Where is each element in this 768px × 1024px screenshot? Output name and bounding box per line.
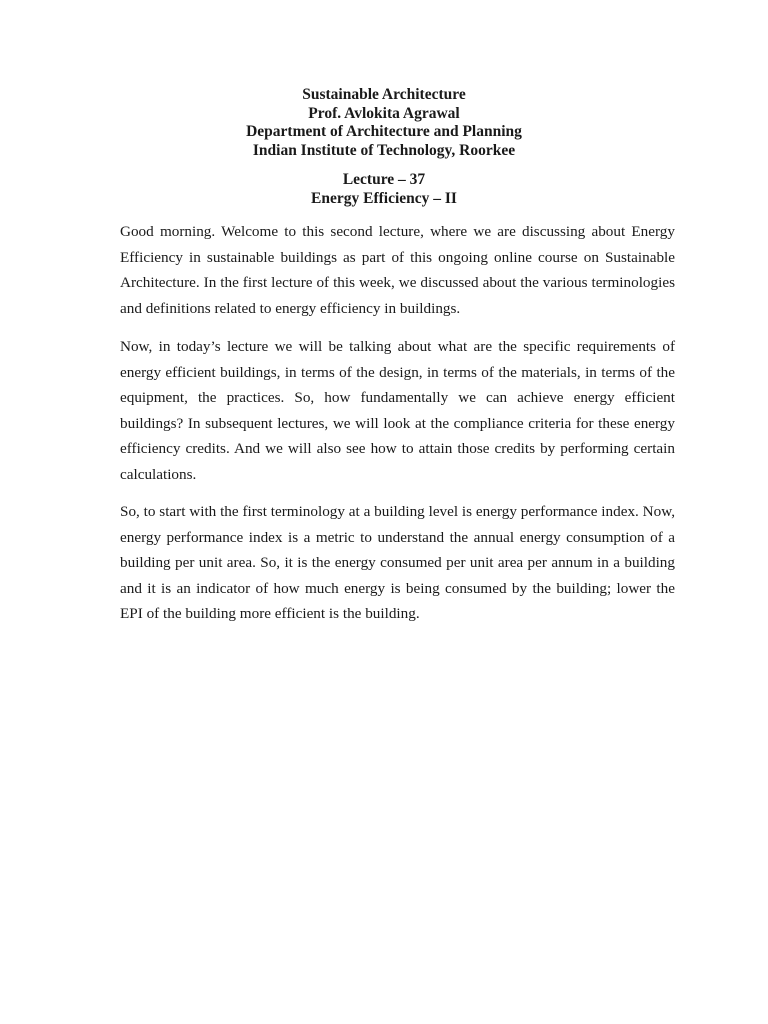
institute-name: Indian Institute of Technology, Roorkee <box>252 141 516 159</box>
lecture-number: Lecture – 37 <box>342 171 426 188</box>
body-paragraph: Good morning. Welcome to this second lecture, where we are discussing about Energy Efficiency in sustainable buildings as part of this ongoing online course on Sustainable Architecture. In the first lecture of this week, we discussed about the various terminologies and definitions related to energy efficiency in buildings. <box>120 223 675 317</box>
document-header <box>0 86 768 160</box>
professor-name: Prof. Avlokita Agrawal <box>308 104 460 122</box>
body-paragraph: So, to start with the first terminology at a building level is energy performance index. Now, energy performance index is a metric to understand the annual energy consumption of a building per unit area. So, it is the energy consumed per unit area per annum in a building and it is an indicator of how much energy is being consumed by the building; lower the EPI of the building more efficient is the building. <box>120 503 675 623</box>
lecture-heading <box>0 171 768 208</box>
body-paragraph: Now, in today’s lecture we will be talking about what are the specific requirements of energy efficient buildings, in terms of the design, in terms of the materials, in terms of the equipment, the practices. So, how fundamentally we can achieve energy efficient buildings? In subsequent lectures, we will look at the compliance criteria for these energy efficiency credits. And we will also see how to attain those credits by performing certain calculations. <box>120 338 675 483</box>
lecture-title: Energy Efficiency – II <box>311 189 457 207</box>
department-name: Department of Architecture and Planning <box>246 123 522 140</box>
course-title: Sustainable Architecture <box>302 86 466 103</box>
